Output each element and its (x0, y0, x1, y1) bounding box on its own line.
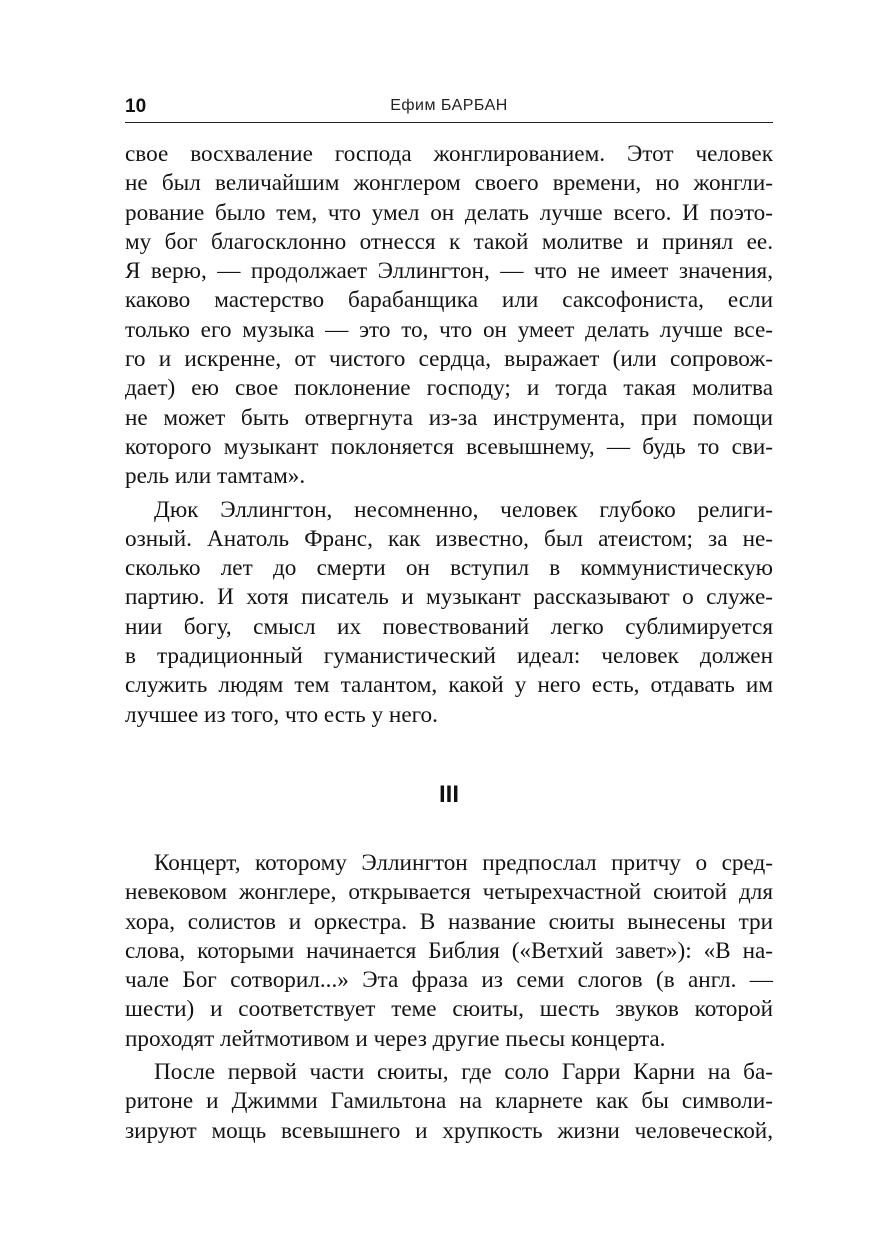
text-line: нии богу, смысл их повествований легко сублимируется (125, 613, 773, 640)
running-head: Ефим БАРБАН (390, 97, 508, 114)
text-line: озный. Анатоль Франс, как известно, был атеистом; за не- (125, 525, 773, 552)
text-line: шести) и соответствует теме сюиты, шесть звуков которой (125, 996, 773, 1023)
text-line: не был величайшим жонглером своего времени, но жонгли- (125, 170, 773, 197)
text-line: которого музыкант поклоняется всевышнему, — будь то сви- (125, 433, 773, 460)
body-text (125, 140, 773, 1146)
text-line: каково мастерство барабанщика или саксофониста, если (125, 287, 773, 314)
text-line: Дюк Эллингтон, несомненно, человек глубоко религи- (154, 496, 773, 523)
text-line: слова, которыми начинается Библия («Ветхий завет»): «В на- (125, 937, 773, 964)
page-number: 10 (125, 96, 147, 117)
text-line: Концерт, которому Эллингтон предпослал притчу о сред- (154, 849, 773, 876)
text-line: му бог благосклонно отнесся к такой молитве и принял ее. (125, 228, 773, 255)
text-line: Я верю, — продолжает Эллингтон, — что не имеет значения, (125, 258, 773, 285)
text-line: дает) ею свое поклонение господу; и тогда такая молитва (125, 375, 773, 402)
section-title: III (438, 780, 459, 808)
text-line: го и искренне, от чистого сердца, выражает (или сопровож- (125, 346, 773, 373)
text-line: лучшее из того, что есть у него. (125, 701, 438, 728)
text-line: проходят лейтмотивом и через другие пьесы концерта. (125, 1025, 666, 1052)
paragraph (125, 849, 773, 1054)
text-line: сколько лет до смерти он вступил в коммунистическую (125, 555, 773, 582)
paragraph (125, 496, 773, 730)
text-line: хора, солистов и оркестра. В название сюиты вынесены три (125, 908, 773, 935)
text-line: зируют мощь всевышнего и хрупкость жизни человеческой, (125, 1117, 773, 1144)
text-line: не может быть отвергнута из-за инструмента, при помощи (125, 404, 773, 431)
text-line: рование было тем, что умел он делать лучше всего. И поэто- (125, 199, 773, 226)
text-line: После первой части сюиты, где соло Гарри Карни на ба- (154, 1059, 773, 1086)
text-line: партию. И хотя писатель и музыкант рассказывают о служе- (125, 584, 773, 611)
text-line: чале Бог сотворил...» Эта фраза из семи слогов (в англ. — (125, 967, 773, 994)
text-line: служить людям тем талантом, какой у него есть, отдавать им (125, 672, 773, 699)
text-line: только его музыка — это то, что он умеет делать лучше все- (125, 316, 773, 343)
paragraph (125, 1058, 773, 1146)
page-header (125, 96, 773, 123)
text-line: ритоне и Джимми Гамильтона на кларнете как бы символи- (125, 1088, 773, 1115)
paragraph (125, 140, 773, 492)
text-line: невековом жонглере, открывается четырехчастной сюитой для (125, 879, 773, 906)
text-line: свое восхваление господа жонглированием. Этот человек (125, 141, 773, 167)
text-line: рель или тамтам». (125, 463, 306, 490)
text-line: в традиционный гуманистический идеал: человек должен (125, 643, 773, 670)
